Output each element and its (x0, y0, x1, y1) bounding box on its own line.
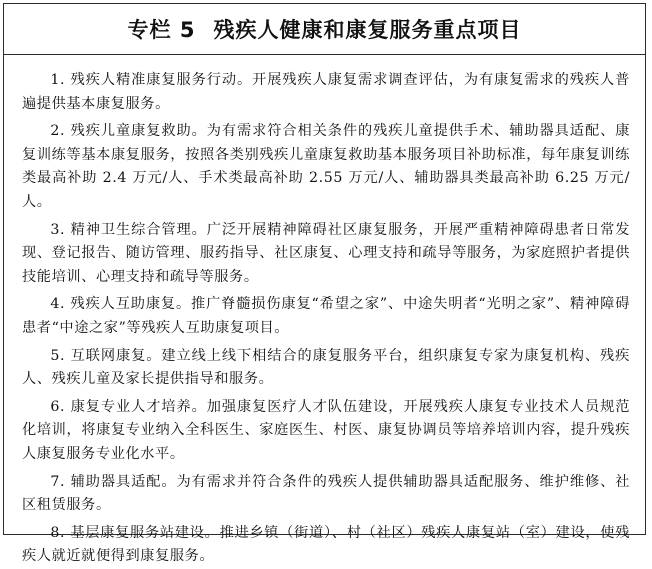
list-item (22, 522, 630, 569)
item-number: 7. (50, 473, 66, 490)
box-label: 专栏 5 (127, 18, 196, 42)
item-number: 1. (50, 72, 66, 88)
item-number: 6. (50, 398, 66, 415)
list-item (22, 471, 630, 518)
list-item (22, 69, 630, 116)
item-number: 8. (50, 524, 66, 541)
item-number: 4. (50, 296, 66, 313)
project-box (3, 3, 646, 565)
item-text: 推广脊髓损伤康复“希望之家”、中途失明者“光明之家”、精神障碍患者“中途之家”等残疾人互助康复项目。 (22, 296, 630, 336)
list-item (22, 396, 630, 467)
item-text: 推进乡镇（街道）、村（社区）残疾人康复站（室）建设，使残疾人就近就便得到康复服务。 (22, 524, 630, 565)
item-number: 5. (50, 347, 66, 364)
item-heading: 精神卫生综合管理。 (70, 221, 207, 238)
item-number: 3. (50, 221, 66, 238)
list-item (22, 219, 630, 290)
box-content (4, 55, 645, 569)
list-item (22, 345, 630, 392)
list-item (22, 293, 630, 340)
item-text: 建立线上线下相结合的康复服务平台，组织康复专家为康复机构、残疾人、残疾儿童及家长提供指导和服务。 (22, 347, 630, 388)
item-text: 广泛开展精神障碍社区康复服务，开展严重精神障碍患者日常发现、登记报告、随访管理、服药指导、社区康复、心理支持和疏导等服务，为家庭照护者提供技能培训、心理支持和疏导等服务。 (22, 221, 630, 285)
box-title-bar (4, 4, 645, 55)
item-heading: 辅助器具适配。 (70, 473, 177, 490)
box-title: 残疾人健康和康复服务重点项目 (213, 18, 522, 42)
item-heading: 基层康复服务站建设。 (70, 524, 220, 541)
item-heading: 残疾人精准康复服务行动。 (70, 72, 253, 88)
item-heading: 残疾儿童康复救助。 (70, 123, 207, 140)
item-text: 加强康复医疗人才队伍建设，开展残疾人康复专业技术人员规范化培训，将康复专业纳入全科医生、家庭医生、村医、康复协调员等培养培训内容，提升残疾人康复服务专业化水平。 (22, 398, 630, 462)
item-heading: 残疾人互助康复。 (70, 296, 192, 313)
item-heading: 康复专业人才培养。 (70, 398, 207, 415)
item-text: 开展残疾人康复需求调查评估，为有康复需求的残疾人普遍提供基本康复服务。 (22, 72, 630, 112)
list-item (22, 120, 630, 214)
item-heading: 互联网康复。 (70, 347, 162, 364)
item-text: 为有需求并符合条件的残疾人提供辅助器具适配服务、维护维修、社区租赁服务。 (22, 473, 630, 514)
item-text: 为有需求符合相关条件的残疾儿童提供手术、辅助器具适配、康复训练等基本康复服务，按照各类别残疾儿童康复救助基本服务项目补助标准，每年康复训练类最高补助 2.4 万元/人、手术类最高补助 2.55 万元/人、辅助器具类最高补助 6.25 万元/人。 (22, 123, 630, 210)
item-number: 2. (50, 123, 66, 140)
